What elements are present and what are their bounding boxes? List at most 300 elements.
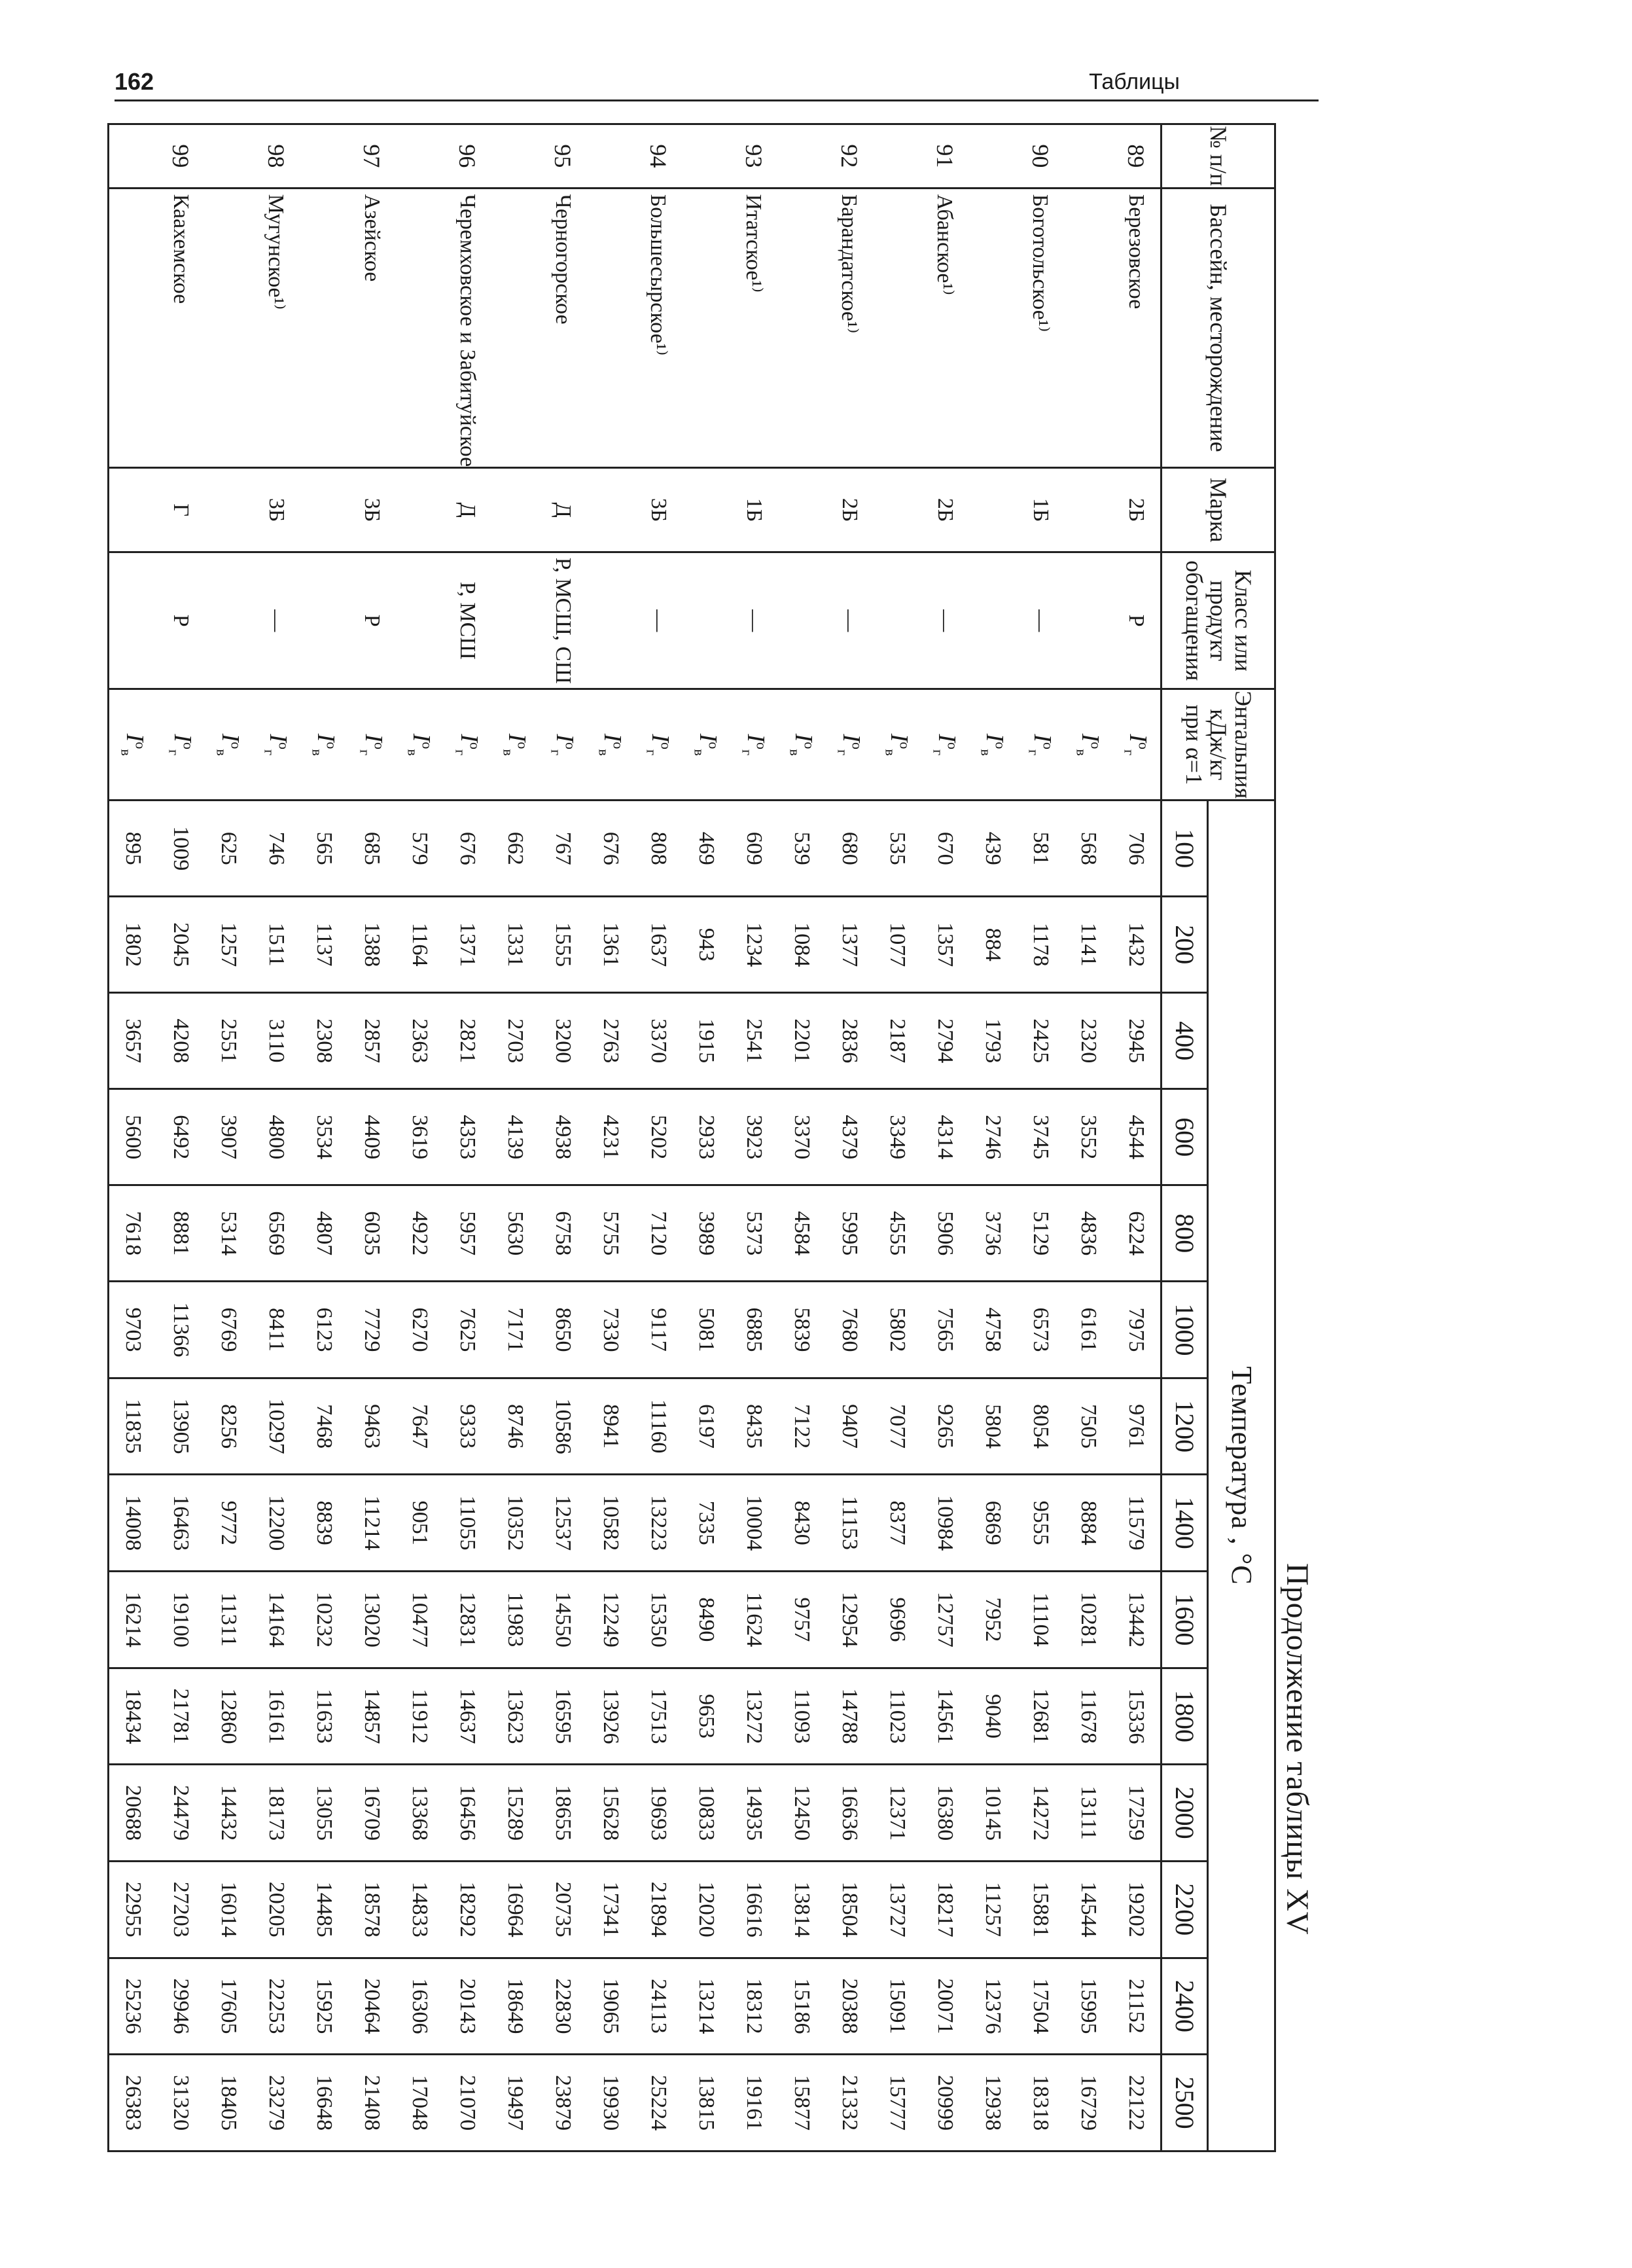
value-cell: 3110 bbox=[253, 993, 300, 1089]
value-cell: 14788 bbox=[826, 1668, 874, 1765]
enthalpy-symbol: $I^o_в$ bbox=[1065, 689, 1112, 801]
value-cell: 4544 bbox=[1112, 1089, 1162, 1185]
row-number: 90 bbox=[1017, 124, 1065, 189]
coal-brand bbox=[587, 468, 635, 552]
value-cell: 676 bbox=[444, 801, 491, 897]
value-cell: 7505 bbox=[1065, 1378, 1112, 1475]
value-cell: 18292 bbox=[444, 1861, 491, 1958]
product-class: — bbox=[1017, 552, 1065, 689]
value-cell: 1178 bbox=[1017, 897, 1065, 993]
row-number bbox=[683, 124, 730, 189]
table-body bbox=[109, 124, 1162, 2151]
value-cell: 12938 bbox=[969, 2055, 1017, 2151]
value-cell: 16595 bbox=[539, 1668, 587, 1765]
value-cell: 7171 bbox=[491, 1282, 539, 1378]
value-cell: 19693 bbox=[635, 1765, 683, 1862]
value-cell: 4409 bbox=[348, 1089, 396, 1185]
header-enthalpy: Энтальпия кДж/кг при α=1 bbox=[1162, 689, 1275, 801]
value-cell: 12450 bbox=[778, 1765, 826, 1862]
value-cell: 9333 bbox=[444, 1378, 491, 1475]
enthalpy-symbol: $I^o_в$ bbox=[109, 689, 158, 801]
value-cell: 5802 bbox=[874, 1282, 921, 1378]
temp-header-cell: 1200 bbox=[1162, 1378, 1208, 1475]
value-cell: 11055 bbox=[444, 1475, 491, 1572]
value-cell: 13223 bbox=[635, 1475, 683, 1572]
value-cell: 5839 bbox=[778, 1282, 826, 1378]
value-cell: 10281 bbox=[1065, 1572, 1112, 1668]
value-cell: 18217 bbox=[921, 1861, 969, 1958]
value-cell: 18173 bbox=[253, 1765, 300, 1862]
value-cell: 2794 bbox=[921, 993, 969, 1089]
coal-brand bbox=[109, 468, 158, 552]
table-row bbox=[491, 124, 539, 2151]
value-cell: 13623 bbox=[491, 1668, 539, 1765]
value-cell: 11633 bbox=[300, 1668, 348, 1765]
row-number bbox=[205, 124, 253, 189]
value-cell: 3349 bbox=[874, 1089, 921, 1185]
value-cell: 4208 bbox=[157, 993, 205, 1089]
table-row bbox=[1065, 124, 1112, 2151]
deposit-name: Барандатское¹⁾ bbox=[826, 188, 874, 468]
value-cell: 5202 bbox=[635, 1089, 683, 1185]
value-cell: 12200 bbox=[253, 1475, 300, 1572]
value-cell: 8881 bbox=[157, 1185, 205, 1282]
value-cell: 9772 bbox=[205, 1475, 253, 1572]
row-number bbox=[491, 124, 539, 189]
value-cell: 8256 bbox=[205, 1378, 253, 1475]
temp-header-cell: 1600 bbox=[1162, 1572, 1208, 1668]
table-row bbox=[874, 124, 921, 2151]
value-cell: 11311 bbox=[205, 1572, 253, 1668]
temp-header-cell: 1800 bbox=[1162, 1668, 1208, 1765]
value-cell: 2836 bbox=[826, 993, 874, 1089]
temp-header-cell: 1000 bbox=[1162, 1282, 1208, 1378]
value-cell: 14637 bbox=[444, 1668, 491, 1765]
value-cell: 8839 bbox=[300, 1475, 348, 1572]
enthalpy-symbol: $I^o_г$ bbox=[444, 689, 491, 801]
value-cell: 625 bbox=[205, 801, 253, 897]
coal-brand bbox=[683, 468, 730, 552]
value-cell: 4314 bbox=[921, 1089, 969, 1185]
coal-brand: 3Б bbox=[348, 468, 396, 552]
table-row bbox=[826, 124, 874, 2151]
value-cell: 12249 bbox=[587, 1572, 635, 1668]
value-cell: 12371 bbox=[874, 1765, 921, 1862]
value-cell: 7122 bbox=[778, 1378, 826, 1475]
coal-brand: Д bbox=[539, 468, 587, 552]
product-class bbox=[969, 552, 1017, 689]
value-cell: 18504 bbox=[826, 1861, 874, 1958]
value-cell: 3370 bbox=[778, 1089, 826, 1185]
row-number: 93 bbox=[730, 124, 778, 189]
temp-header-cell: 100 bbox=[1162, 801, 1208, 897]
value-cell: 3370 bbox=[635, 993, 683, 1089]
value-cell: 1077 bbox=[874, 897, 921, 993]
value-cell: 14272 bbox=[1017, 1765, 1065, 1862]
product-class: Р bbox=[157, 552, 205, 689]
deposit-name: Черемховское и Забитуйское bbox=[444, 188, 491, 468]
value-cell: 6758 bbox=[539, 1185, 587, 1282]
value-cell: 6161 bbox=[1065, 1282, 1112, 1378]
value-cell: 11257 bbox=[969, 1861, 1017, 1958]
row-number: 95 bbox=[539, 124, 587, 189]
value-cell: 18649 bbox=[491, 1958, 539, 2055]
enthalpy-symbol: $I^o_г$ bbox=[253, 689, 300, 801]
table-row bbox=[587, 124, 635, 2151]
table-row bbox=[109, 124, 158, 2151]
value-cell: 23879 bbox=[539, 2055, 587, 2151]
value-cell: 767 bbox=[539, 801, 587, 897]
value-cell: 1377 bbox=[826, 897, 874, 993]
enthalpy-symbol: $I^o_в$ bbox=[205, 689, 253, 801]
temp-header-cell: 2000 bbox=[1162, 1765, 1208, 1862]
value-cell: 439 bbox=[969, 801, 1017, 897]
product-class: Р, МСШ bbox=[444, 552, 491, 689]
coal-brand: Г bbox=[157, 468, 205, 552]
enthalpy-symbol: $I^o_в$ bbox=[300, 689, 348, 801]
value-cell: 3736 bbox=[969, 1185, 1017, 1282]
value-cell: 11912 bbox=[396, 1668, 444, 1765]
header-class: Класс или продукт обогащения bbox=[1162, 552, 1275, 689]
enthalpy-symbol: $I^o_г$ bbox=[1017, 689, 1065, 801]
table-row bbox=[539, 124, 587, 2151]
value-cell: 7077 bbox=[874, 1378, 921, 1475]
coal-brand bbox=[396, 468, 444, 552]
value-cell: 2425 bbox=[1017, 993, 1065, 1089]
value-cell: 1432 bbox=[1112, 897, 1162, 993]
value-cell: 10586 bbox=[539, 1378, 587, 1475]
value-cell: 2703 bbox=[491, 993, 539, 1089]
value-cell: 18578 bbox=[348, 1861, 396, 1958]
value-cell: 18655 bbox=[539, 1765, 587, 1862]
value-cell: 1084 bbox=[778, 897, 826, 993]
page-number: 162 bbox=[115, 68, 154, 95]
value-cell: 4584 bbox=[778, 1185, 826, 1282]
value-cell: 11835 bbox=[109, 1378, 158, 1475]
value-cell: 15289 bbox=[491, 1765, 539, 1862]
value-cell: 7468 bbox=[300, 1378, 348, 1475]
value-cell: 7952 bbox=[969, 1572, 1017, 1668]
value-cell: 9696 bbox=[874, 1572, 921, 1668]
value-cell: 8054 bbox=[1017, 1378, 1065, 1475]
value-cell: 13926 bbox=[587, 1668, 635, 1765]
value-cell: 1388 bbox=[348, 897, 396, 993]
enthalpy-symbol: $I^o_г$ bbox=[1112, 689, 1162, 801]
value-cell: 5957 bbox=[444, 1185, 491, 1282]
value-cell: 13368 bbox=[396, 1765, 444, 1862]
coal-brand bbox=[1065, 468, 1112, 552]
value-cell: 14008 bbox=[109, 1475, 158, 1572]
value-cell: 24113 bbox=[635, 1958, 683, 2055]
coal-brand: 3Б bbox=[635, 468, 683, 552]
value-cell: 11983 bbox=[491, 1572, 539, 1668]
row-number bbox=[1065, 124, 1112, 189]
product-class: Р, МСШ, СШ bbox=[539, 552, 587, 689]
product-class: Р bbox=[348, 552, 396, 689]
temp-header-cell: 2500 bbox=[1162, 2055, 1208, 2151]
value-cell: 8650 bbox=[539, 1282, 587, 1378]
value-cell: 3907 bbox=[205, 1089, 253, 1185]
deposit-name: Боготольское¹⁾ bbox=[1017, 188, 1065, 468]
value-cell: 13815 bbox=[683, 2055, 730, 2151]
product-class bbox=[683, 552, 730, 689]
header-basin: Бассейн, месторождение bbox=[1162, 188, 1275, 468]
value-cell: 1555 bbox=[539, 897, 587, 993]
value-cell: 12757 bbox=[921, 1572, 969, 1668]
value-cell: 11214 bbox=[348, 1475, 396, 1572]
value-cell: 22830 bbox=[539, 1958, 587, 2055]
value-cell: 5630 bbox=[491, 1185, 539, 1282]
value-cell: 21332 bbox=[826, 2055, 874, 2151]
value-cell: 10477 bbox=[396, 1572, 444, 1668]
value-cell: 10582 bbox=[587, 1475, 635, 1572]
value-cell: 539 bbox=[778, 801, 826, 897]
value-cell: 16709 bbox=[348, 1765, 396, 1862]
value-cell: 20205 bbox=[253, 1861, 300, 1958]
value-cell: 9265 bbox=[921, 1378, 969, 1475]
value-cell: 7335 bbox=[683, 1475, 730, 1572]
value-cell: 6885 bbox=[730, 1282, 778, 1378]
value-cell: 8377 bbox=[874, 1475, 921, 1572]
value-cell: 3657 bbox=[109, 993, 158, 1089]
table-row bbox=[205, 124, 253, 2151]
table-row bbox=[683, 124, 730, 2151]
value-cell: 1915 bbox=[683, 993, 730, 1089]
value-cell: 22955 bbox=[109, 1861, 158, 1958]
value-cell: 5755 bbox=[587, 1185, 635, 1282]
deposit-name bbox=[109, 188, 158, 468]
value-cell: 7680 bbox=[826, 1282, 874, 1378]
enthalpy-symbol: $I^o_г$ bbox=[539, 689, 587, 801]
value-cell: 13111 bbox=[1065, 1765, 1112, 1862]
value-cell: 15336 bbox=[1112, 1668, 1162, 1765]
value-cell: 10352 bbox=[491, 1475, 539, 1572]
value-cell: 706 bbox=[1112, 801, 1162, 897]
value-cell: 3745 bbox=[1017, 1089, 1065, 1185]
value-cell: 579 bbox=[396, 801, 444, 897]
deposit-name bbox=[969, 188, 1017, 468]
value-cell: 7729 bbox=[348, 1282, 396, 1378]
value-cell: 20464 bbox=[348, 1958, 396, 2055]
value-cell: 4758 bbox=[969, 1282, 1017, 1378]
value-cell: 9761 bbox=[1112, 1378, 1162, 1475]
value-cell: 20688 bbox=[109, 1765, 158, 1862]
coal-brand bbox=[778, 468, 826, 552]
value-cell: 8884 bbox=[1065, 1475, 1112, 1572]
value-cell: 15777 bbox=[874, 2055, 921, 2151]
value-cell: 15925 bbox=[300, 1958, 348, 2055]
value-cell: 15186 bbox=[778, 1958, 826, 2055]
row-number: 94 bbox=[635, 124, 683, 189]
value-cell: 5081 bbox=[683, 1282, 730, 1378]
deposit-name: Большесырское¹⁾ bbox=[635, 188, 683, 468]
value-cell: 4807 bbox=[300, 1185, 348, 1282]
enthalpy-symbol: $I^o_г$ bbox=[921, 689, 969, 801]
value-cell: 16306 bbox=[396, 1958, 444, 2055]
value-cell: 18318 bbox=[1017, 2055, 1065, 2151]
temp-header-cell: 200 bbox=[1162, 897, 1208, 993]
value-cell: 8435 bbox=[730, 1378, 778, 1475]
value-cell: 21894 bbox=[635, 1861, 683, 1958]
deposit-name bbox=[205, 188, 253, 468]
enthalpy-symbol: $I^o_в$ bbox=[969, 689, 1017, 801]
value-cell: 2933 bbox=[683, 1089, 730, 1185]
value-cell: 17259 bbox=[1112, 1765, 1162, 1862]
value-cell: 17513 bbox=[635, 1668, 683, 1765]
value-cell: 565 bbox=[300, 801, 348, 897]
enthalpy-symbol: $I^o_г$ bbox=[157, 689, 205, 801]
deposit-name: Азейское bbox=[348, 188, 396, 468]
value-cell: 3923 bbox=[730, 1089, 778, 1185]
table-row bbox=[921, 124, 969, 2151]
value-cell: 11023 bbox=[874, 1668, 921, 1765]
value-cell: 5804 bbox=[969, 1378, 1017, 1475]
value-cell: 18434 bbox=[109, 1668, 158, 1765]
value-cell: 1371 bbox=[444, 897, 491, 993]
value-cell: 14432 bbox=[205, 1765, 253, 1862]
product-class bbox=[587, 552, 635, 689]
value-cell: 11366 bbox=[157, 1282, 205, 1378]
value-cell: 1793 bbox=[969, 993, 1017, 1089]
value-cell: 685 bbox=[348, 801, 396, 897]
value-cell: 4922 bbox=[396, 1185, 444, 1282]
value-cell: 19161 bbox=[730, 2055, 778, 2151]
value-cell: 13905 bbox=[157, 1378, 205, 1475]
temp-header-cell: 800 bbox=[1162, 1185, 1208, 1282]
value-cell: 21408 bbox=[348, 2055, 396, 2151]
value-cell: 1234 bbox=[730, 897, 778, 993]
product-class bbox=[491, 552, 539, 689]
table-row bbox=[157, 124, 205, 2151]
value-cell: 15628 bbox=[587, 1765, 635, 1862]
deposit-name bbox=[491, 188, 539, 468]
value-cell: 4353 bbox=[444, 1089, 491, 1185]
value-cell: 6492 bbox=[157, 1089, 205, 1185]
value-cell: 943 bbox=[683, 897, 730, 993]
deposit-name: Мугунское¹⁾ bbox=[253, 188, 300, 468]
coal-brand: 3Б bbox=[253, 468, 300, 552]
value-cell: 1257 bbox=[205, 897, 253, 993]
deposit-name bbox=[683, 188, 730, 468]
value-cell: 8490 bbox=[683, 1572, 730, 1668]
value-cell: 2308 bbox=[300, 993, 348, 1089]
temp-header-cell: 2200 bbox=[1162, 1861, 1208, 1958]
table-continuation-title: Продолжение таблицы XV bbox=[1280, 1563, 1315, 1935]
coal-brand bbox=[300, 468, 348, 552]
coal-brand: 2Б bbox=[921, 468, 969, 552]
value-cell: 9757 bbox=[778, 1572, 826, 1668]
row-number: 91 bbox=[921, 124, 969, 189]
product-class bbox=[1065, 552, 1112, 689]
value-cell: 13020 bbox=[348, 1572, 396, 1668]
coal-brand: 2Б bbox=[826, 468, 874, 552]
value-cell: 13055 bbox=[300, 1765, 348, 1862]
row-number bbox=[396, 124, 444, 189]
value-cell: 19065 bbox=[587, 1958, 635, 2055]
value-cell: 13272 bbox=[730, 1668, 778, 1765]
row-number: 97 bbox=[348, 124, 396, 189]
value-cell: 6769 bbox=[205, 1282, 253, 1378]
value-cell: 19930 bbox=[587, 2055, 635, 2151]
value-cell: 14164 bbox=[253, 1572, 300, 1668]
value-cell: 23279 bbox=[253, 2055, 300, 2151]
product-class: Р bbox=[1112, 552, 1162, 689]
coal-brand bbox=[874, 468, 921, 552]
value-cell: 12020 bbox=[683, 1861, 730, 1958]
row-number bbox=[300, 124, 348, 189]
value-cell: 14561 bbox=[921, 1668, 969, 1765]
value-cell: 20143 bbox=[444, 1958, 491, 2055]
coal-brand bbox=[491, 468, 539, 552]
table-row bbox=[635, 124, 683, 2151]
row-number: 92 bbox=[826, 124, 874, 189]
value-cell: 11093 bbox=[778, 1668, 826, 1765]
running-title: Таблицы bbox=[1089, 69, 1180, 94]
value-cell: 7330 bbox=[587, 1282, 635, 1378]
value-cell: 19202 bbox=[1112, 1861, 1162, 1958]
value-cell: 9117 bbox=[635, 1282, 683, 1378]
value-cell: 14550 bbox=[539, 1572, 587, 1668]
page-header bbox=[115, 68, 1317, 101]
value-cell: 15995 bbox=[1065, 1958, 1112, 2055]
enthalpy-symbol: $I^o_в$ bbox=[396, 689, 444, 801]
value-cell: 4139 bbox=[491, 1089, 539, 1185]
value-cell: 1637 bbox=[635, 897, 683, 993]
value-cell: 17341 bbox=[587, 1861, 635, 1958]
value-cell: 7565 bbox=[921, 1282, 969, 1378]
value-cell: 2945 bbox=[1112, 993, 1162, 1089]
deposit-name bbox=[587, 188, 635, 468]
value-cell: 16380 bbox=[921, 1765, 969, 1862]
rotated-table-area bbox=[118, 123, 1322, 2152]
value-cell: 2821 bbox=[444, 993, 491, 1089]
coal-brand: Д bbox=[444, 468, 491, 552]
value-cell: 25236 bbox=[109, 1958, 158, 2055]
value-cell: 895 bbox=[109, 801, 158, 897]
value-cell: 6573 bbox=[1017, 1282, 1065, 1378]
value-cell: 13214 bbox=[683, 1958, 730, 2055]
product-class: — bbox=[635, 552, 683, 689]
value-cell: 7975 bbox=[1112, 1282, 1162, 1378]
product-class: — bbox=[730, 552, 778, 689]
value-cell: 609 bbox=[730, 801, 778, 897]
value-cell: 2187 bbox=[874, 993, 921, 1089]
value-cell: 9051 bbox=[396, 1475, 444, 1572]
value-cell: 11160 bbox=[635, 1378, 683, 1475]
value-cell: 19100 bbox=[157, 1572, 205, 1668]
enthalpy-symbol: $I^o_г$ bbox=[348, 689, 396, 801]
coal-brand: 1Б bbox=[1017, 468, 1065, 552]
table-row bbox=[348, 124, 396, 2151]
enthalpy-symbol: $I^o_в$ bbox=[491, 689, 539, 801]
value-cell: 4379 bbox=[826, 1089, 874, 1185]
value-cell: 7625 bbox=[444, 1282, 491, 1378]
row-number: 89 bbox=[1112, 124, 1162, 189]
value-cell: 14544 bbox=[1065, 1861, 1112, 1958]
value-cell: 15350 bbox=[635, 1572, 683, 1668]
header-temperature: Температура , °C bbox=[1208, 801, 1275, 2151]
value-cell: 14935 bbox=[730, 1765, 778, 1862]
value-cell: 4836 bbox=[1065, 1185, 1112, 1282]
value-cell: 14833 bbox=[396, 1861, 444, 1958]
value-cell: 1331 bbox=[491, 897, 539, 993]
value-cell: 2045 bbox=[157, 897, 205, 993]
value-cell: 1009 bbox=[157, 801, 205, 897]
value-cell: 21070 bbox=[444, 2055, 491, 2151]
row-number: 98 bbox=[253, 124, 300, 189]
value-cell: 9040 bbox=[969, 1668, 1017, 1765]
enthalpy-symbol: $I^o_г$ bbox=[635, 689, 683, 801]
